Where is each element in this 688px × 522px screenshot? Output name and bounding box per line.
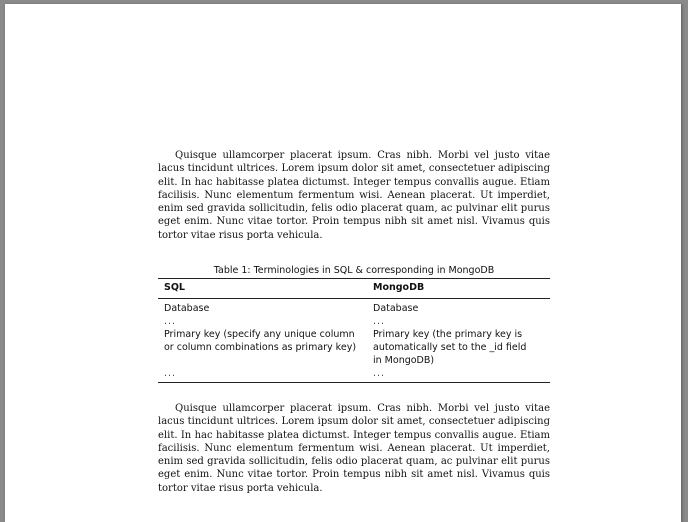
table-cell: ... — [373, 368, 386, 379]
table-cell: Database — [373, 303, 419, 314]
table-cell: Database — [164, 303, 210, 314]
table-cell: ... — [164, 368, 177, 379]
document-page — [5, 4, 681, 522]
header-sql: SQL — [164, 282, 185, 293]
table-caption: Table 1: Terminologies in SQL & corresponding in MongoDB — [213, 265, 495, 276]
paragraph-2: Quisque ullamcorper placerat ipsum. Cras nibh. Morbi vel justo vitae lacus tincidunt ultrices. Lorem ipsum dolor sit amet, consectetuer adipiscing elit. In hac habitasse platea dictumst. Integer tempus convallis augue. Etiam facilisis. Nunc elementum fermentum wisi. Aenean placerat. Ut imperdiet, enim sed gravida sollicitudin, felis odio placerat quam, ac pulvinar elit purus eget enim. Nunc vitae tortor. Proin tempus nibh sit amet nisl. Vivamus quis tortor vitae risus porta vehicula. — [158, 403, 550, 494]
paragraph-1: Quisque ullamcorper placerat ipsum. Cras nibh. Morbi vel justo vitae lacus tincidunt ultrices. Lorem ipsum dolor sit amet, consectetuer adipiscing elit. In hac habitasse platea dictumst. Integer tempus convallis augue. Etiam facilisis. Nunc elementum fermentum wisi. Aenean placerat. Ut imperdiet, enim sed gravida sollicitudin, felis odio placerat quam, ac pulvinar elit purus eget enim. Nunc vitae tortor. Proin tempus nibh sit amet nisl. Vivamus quis tortor vitae risus porta vehicula. — [158, 150, 550, 241]
table-cell: ... — [164, 316, 177, 327]
table-cell: Primary key (the primary key is automatically set to the _id field in MongoDB) — [373, 329, 527, 366]
table-row — [158, 315, 550, 328]
header-mongodb: MongoDB — [373, 282, 425, 293]
terminology-table — [158, 278, 550, 383]
table-row — [158, 328, 550, 367]
table-cell: ... — [373, 316, 386, 327]
table-row — [158, 299, 550, 315]
table-header-row — [158, 279, 550, 298]
table-row — [158, 367, 550, 382]
table-bottom-rule — [158, 382, 550, 383]
table-cell: Primary key (specify any unique column or column combinations as primary key) — [164, 329, 357, 353]
